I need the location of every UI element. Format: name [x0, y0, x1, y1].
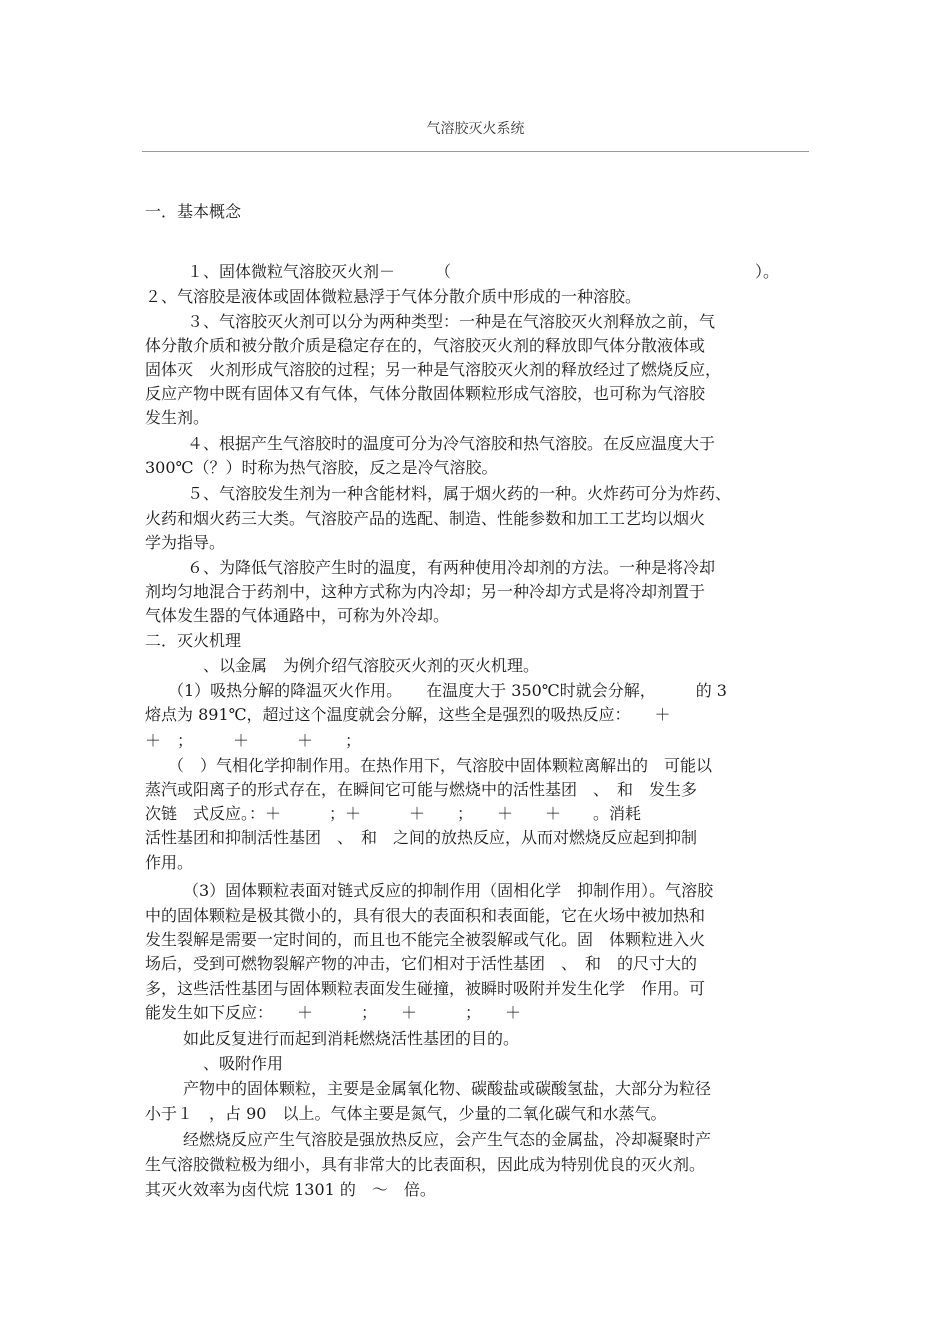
paragraph-line: 蒸汽或阳离子的形式存在，在瞬间它可能与燃烧中的活性基团 、 和 发生多 — [145, 780, 698, 799]
paragraph-line: 中的固体颗粒是极其微小的，具有很大的表面积和表面能，它在火场中被加热和 — [145, 906, 706, 925]
paragraph-line: 能发生如下反应： ＋ ； ＋ ； ＋ — [145, 1003, 522, 1022]
paragraph-line: 其灭火效率为卤代烷 1301 的 ～ 倍。 — [145, 1180, 436, 1199]
header-divider — [142, 151, 809, 152]
page-title: 气溶胶灭火系统 — [426, 121, 525, 137]
paragraph-line: （3）固体颗粒表面对链式反应的抑制作用（固相化学 抑制作用）。气溶胶 — [183, 881, 714, 900]
paragraph-line: ４、根据产生气溶胶时的温度可分为冷气溶胶和热气溶胶。在反应温度大于 — [187, 434, 716, 453]
paragraph-line: 活性基团和抑制活性基团 、 和 之间的放热反应，从而对燃烧反应起到抑制 — [145, 828, 698, 847]
section-heading-mechanism: 二．灭火机理 — [145, 631, 242, 650]
paragraph-line: ３、气溶胶灭火剂可以分为两种类型：一种是在气溶胶灭火剂释放之前，气 — [187, 312, 716, 331]
paragraph-line: 作用。 — [145, 853, 194, 872]
paragraph-line: 场后，受到可燃物裂解产物的冲击，它们相对于活性基团 、 和 的尺寸大的 — [145, 954, 698, 973]
paragraph-line: 300℃（？）时称为热气溶胶，反之是冷气溶胶。 — [145, 458, 498, 477]
paragraph-line: 气体发生器的气体通路中，可称为外冷却。 — [145, 606, 450, 625]
paragraph-line: 多，这些活性基团与固体颗粒表面发生碰撞，被瞬时吸附并发生化学 作用。可 — [145, 979, 706, 998]
paragraph-line: 产物中的固体颗粒，主要是金属氧化物、碳酸盐或碳酸氢盐，大部分为粒径 — [183, 1079, 712, 1098]
section-heading-basic-concepts: 一．基本概念 — [145, 202, 242, 221]
paragraph-line: 火药和烟火药三大类。气溶胶产品的选配、制造、性能参数和加工工艺均以烟火 — [145, 509, 706, 528]
paragraph-line: 固体灭 火剂形成气溶胶的过程；另一种是气溶胶灭火剂的释放经过了燃烧反应， — [145, 360, 722, 379]
paragraph-line: 学为指导。 — [145, 533, 226, 552]
paragraph-line: 小于１ ，占 90 以上。气体主要是氮气，少量的二氧化碳气和水蒸气。 — [145, 1104, 667, 1123]
paragraph-line: 反应产物中既有固体又有气体，气体分散固体颗粒形成气溶胶，也可称为气溶胶 — [145, 384, 706, 403]
paragraph-line: ＋ ； ＋ ＋ ； — [145, 731, 362, 750]
paragraph-line: 、吸附作用 — [203, 1054, 284, 1073]
paragraph-line: 、以金属 为例介绍气溶胶灭火剂的灭火机理。 — [203, 656, 540, 675]
paragraph-line: 经燃烧反应产生气溶胶是强放热反应，会产生气态的金属盐，冷却凝聚时产 — [183, 1130, 712, 1149]
paragraph-line: 次链 式反应。：＋ ；＋ ＋ ； ＋ ＋ 。消耗 — [145, 804, 642, 823]
paragraph-line: 发生剂。 — [145, 408, 210, 427]
paragraph-line: 熔点为 891℃，超过这个温度就会分解，这些全是强烈的吸热反应： ＋ — [145, 705, 671, 724]
paragraph-line: （ ）气相化学抑制作用。在热作用下，气溶胶中固体颗粒离解出的 可能以 — [168, 756, 713, 775]
paragraph-line: 发生裂解是需要一定时间的，而且也不能完全被裂解或气化。固 体颗粒进入火 — [145, 930, 706, 949]
paragraph-line: （1）吸热分解的降温灭火作用。 在温度大于 350℃时就会分解， 的 3 — [168, 681, 727, 700]
paragraph-line: 体分散介质和被分散介质是稳定存在的，气溶胶灭火剂的释放即气体分散液体或 — [145, 336, 706, 355]
paragraph-line: 剂均匀地混合于药剂中，这种方式称为内冷却；另一种冷却方式是将冷却剂置于 — [145, 582, 706, 601]
paragraph-line: ２、气溶胶是液体或固体微粒悬浮于气体分散介质中形成的一种溶胶。 — [145, 287, 642, 306]
paragraph-line: ５、气溶胶发生剂为一种含能材料，属于烟火药的一种。火炸药可分为炸药、 — [187, 484, 732, 503]
paragraph-line: 生气溶胶微粒极为细小，具有非常大的比表面积，因此成为特别优良的灭火剂。 — [145, 1155, 706, 1174]
paragraph-line: ６、为降低气溶胶产生时的温度，有两种使用冷却剂的方法。一种是将冷却 — [187, 558, 716, 577]
paragraph-line: 如此反复进行而起到消耗燃烧活性基团的目的。 — [183, 1029, 520, 1048]
paragraph-line: １、固体微粒气溶胶灭火剂－ （ ）。 — [187, 262, 780, 281]
